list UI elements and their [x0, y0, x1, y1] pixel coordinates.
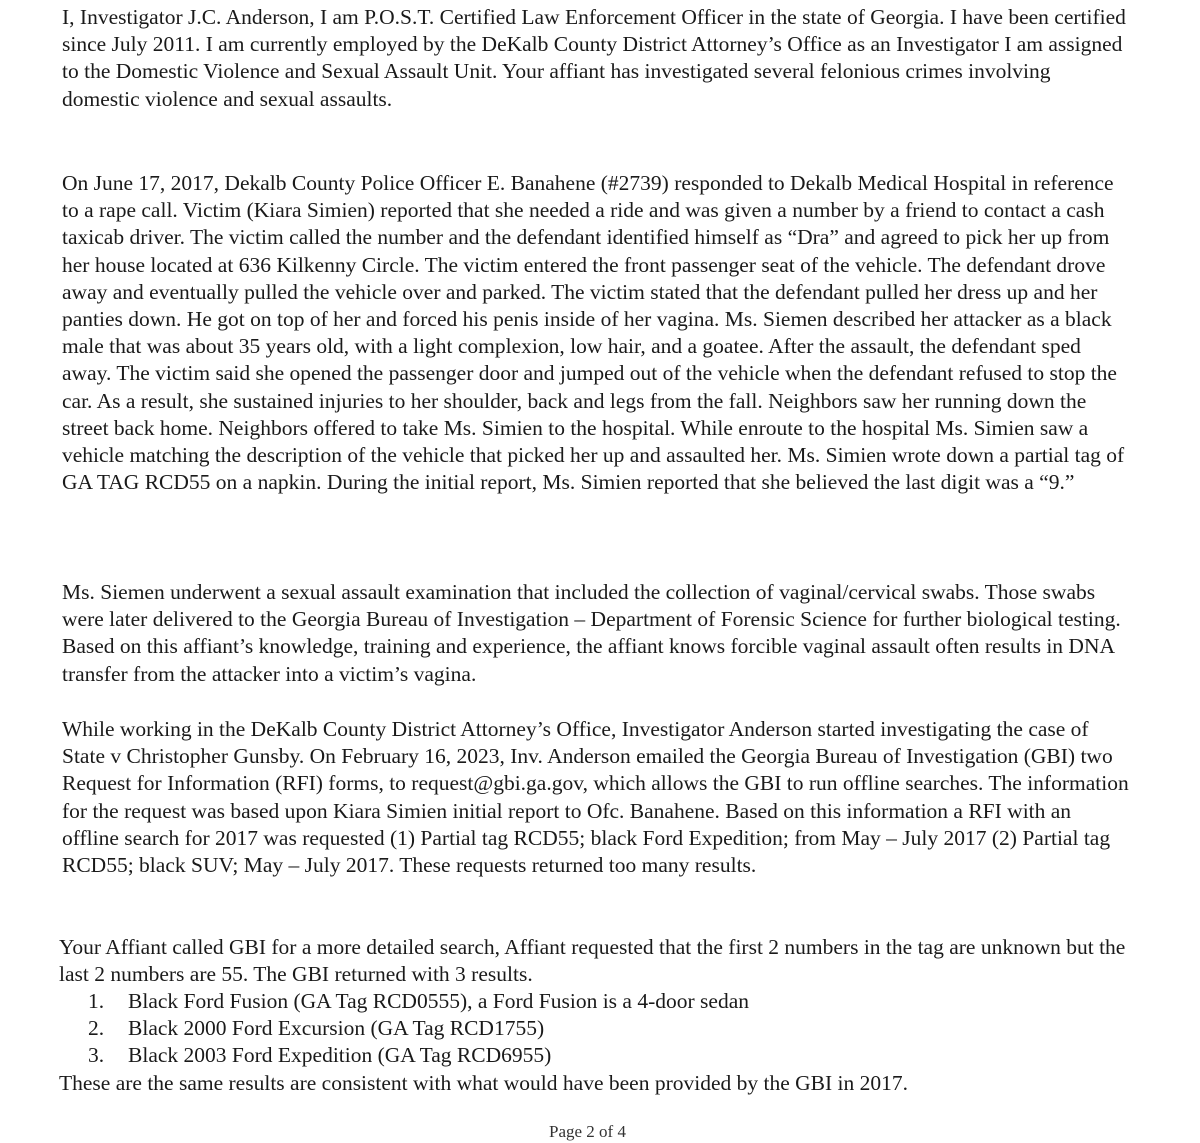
page-footer: Page 2 of 4: [549, 1122, 626, 1141]
list-item: [88, 988, 749, 1015]
paragraph-affiant-credentials: I, Investigator J.C. Anderson, I am P.O.S.T. Certified Law Enforcement Officer in the state of Georgia. I have been certified since July 2011. I am currently employed by the DeKalb County District Attorney’s Office as an Investigator I am assigned to the Domestic Violence and Sexual Assault Unit. Your affiant has investigated several felonious crimes involving domestic violence and sexual assaults.: [62, 5, 1126, 111]
list-item-text: Black 2000 Ford Excursion (GA Tag RCD1755): [128, 1016, 545, 1041]
paragraph-incident-report: On June 17, 2017, Dekalb County Police Officer E. Banahene (#2739) responded to Dekalb Medical Hospital in reference to a rape call. Victim (Kiara Simien) reported that she needed a ride and was given a number by a friend to contact a cash taxicab driver. The victim called the number and the defendant identified himself as “Dra” and agreed to pick her up from her house located at 636 Kilkenny Circle. The victim entered the front passenger seat of the vehicle. The defendant drove away and eventually pulled the vehicle over and parked. The victim stated that the defendant pulled her dress up and her panties down. He got on top of her and forced his penis inside of her vagina. Ms. Siemen described her attacker as a black male that was about 35 years old, with a light complexion, low hair, and a goatee. After the assault, the defendant sped away. The victim said she opened the passenger door and jumped out of the vehicle when the defendant refused to stop the car. As a result, she sustained injuries to her shoulder, back and legs from the fall. Neighbors saw her running down the street back home. Neighbors offered to take Ms. Simien to the hospital. While enroute to the hospital Ms. Simien saw a vehicle matching the description of the vehicle that picked her up and assaulted her. Ms. Simien wrote down a partial tag of GA TAG RCD55 on a napkin. During the initial report, Ms. Simien reported that she believed the last digit was a “9.”: [62, 171, 1125, 495]
paragraph-gbi-request: While working in the DeKalb County District Attorney’s Office, Investigator Anderson started investigating the case of State v Christopher Gunsby. On February 16, 2023, Inv. Anderson emailed the Georgia Bureau of Investigation (GBI) two Request for Information (RFI) forms, to request@gbi.ga.gov, which allows the GBI to run offline searches. The information for the request was based upon Kiara Simien initial report to Ofc. Banahene. Based on this information a RFI with an offline search for 2017 was requested (1) Partial tag RCD55; black Ford Expedition; from May – July 2017 (2) Partial tag RCD55; black SUV; May – July 2017. These requests returned too many results.: [62, 717, 1129, 878]
closing-statement: These are the same results are consistent with what would have been provided by the GBI in 2017.: [59, 1071, 909, 1095]
list-item: [88, 1015, 749, 1042]
list-item-number: 1.: [88, 989, 105, 1013]
results-list: [88, 988, 749, 1070]
list-item: [88, 1042, 749, 1069]
paragraph-detailed-search: Your Affiant called GBI for a more detailed search, Affiant requested that the first 2 numbers in the tag are unknown but the last 2 numbers are 55. The GBI returned with 3 results.: [59, 935, 1126, 987]
paragraph-forensic-exam: Ms. Siemen underwent a sexual assault examination that included the collection of vaginal/cervical swabs. Those swabs were later delivered to the Georgia Bureau of Investigation – Department of Forensic Science for further biological testing. Based on this affiant’s knowledge, training and experience, the affiant knows forcible vaginal assault often results in DNA transfer from the attacker into a victim’s vagina.: [62, 580, 1121, 686]
list-item-text: Black 2003 Ford Expedition (GA Tag RCD6955): [128, 1043, 552, 1068]
list-item-number: 3.: [88, 1043, 105, 1068]
list-item-number: 2.: [88, 1016, 105, 1041]
list-item-text: Black Ford Fusion (GA Tag RCD0555), a Ford Fusion is a 4-door sedan: [128, 989, 749, 1013]
